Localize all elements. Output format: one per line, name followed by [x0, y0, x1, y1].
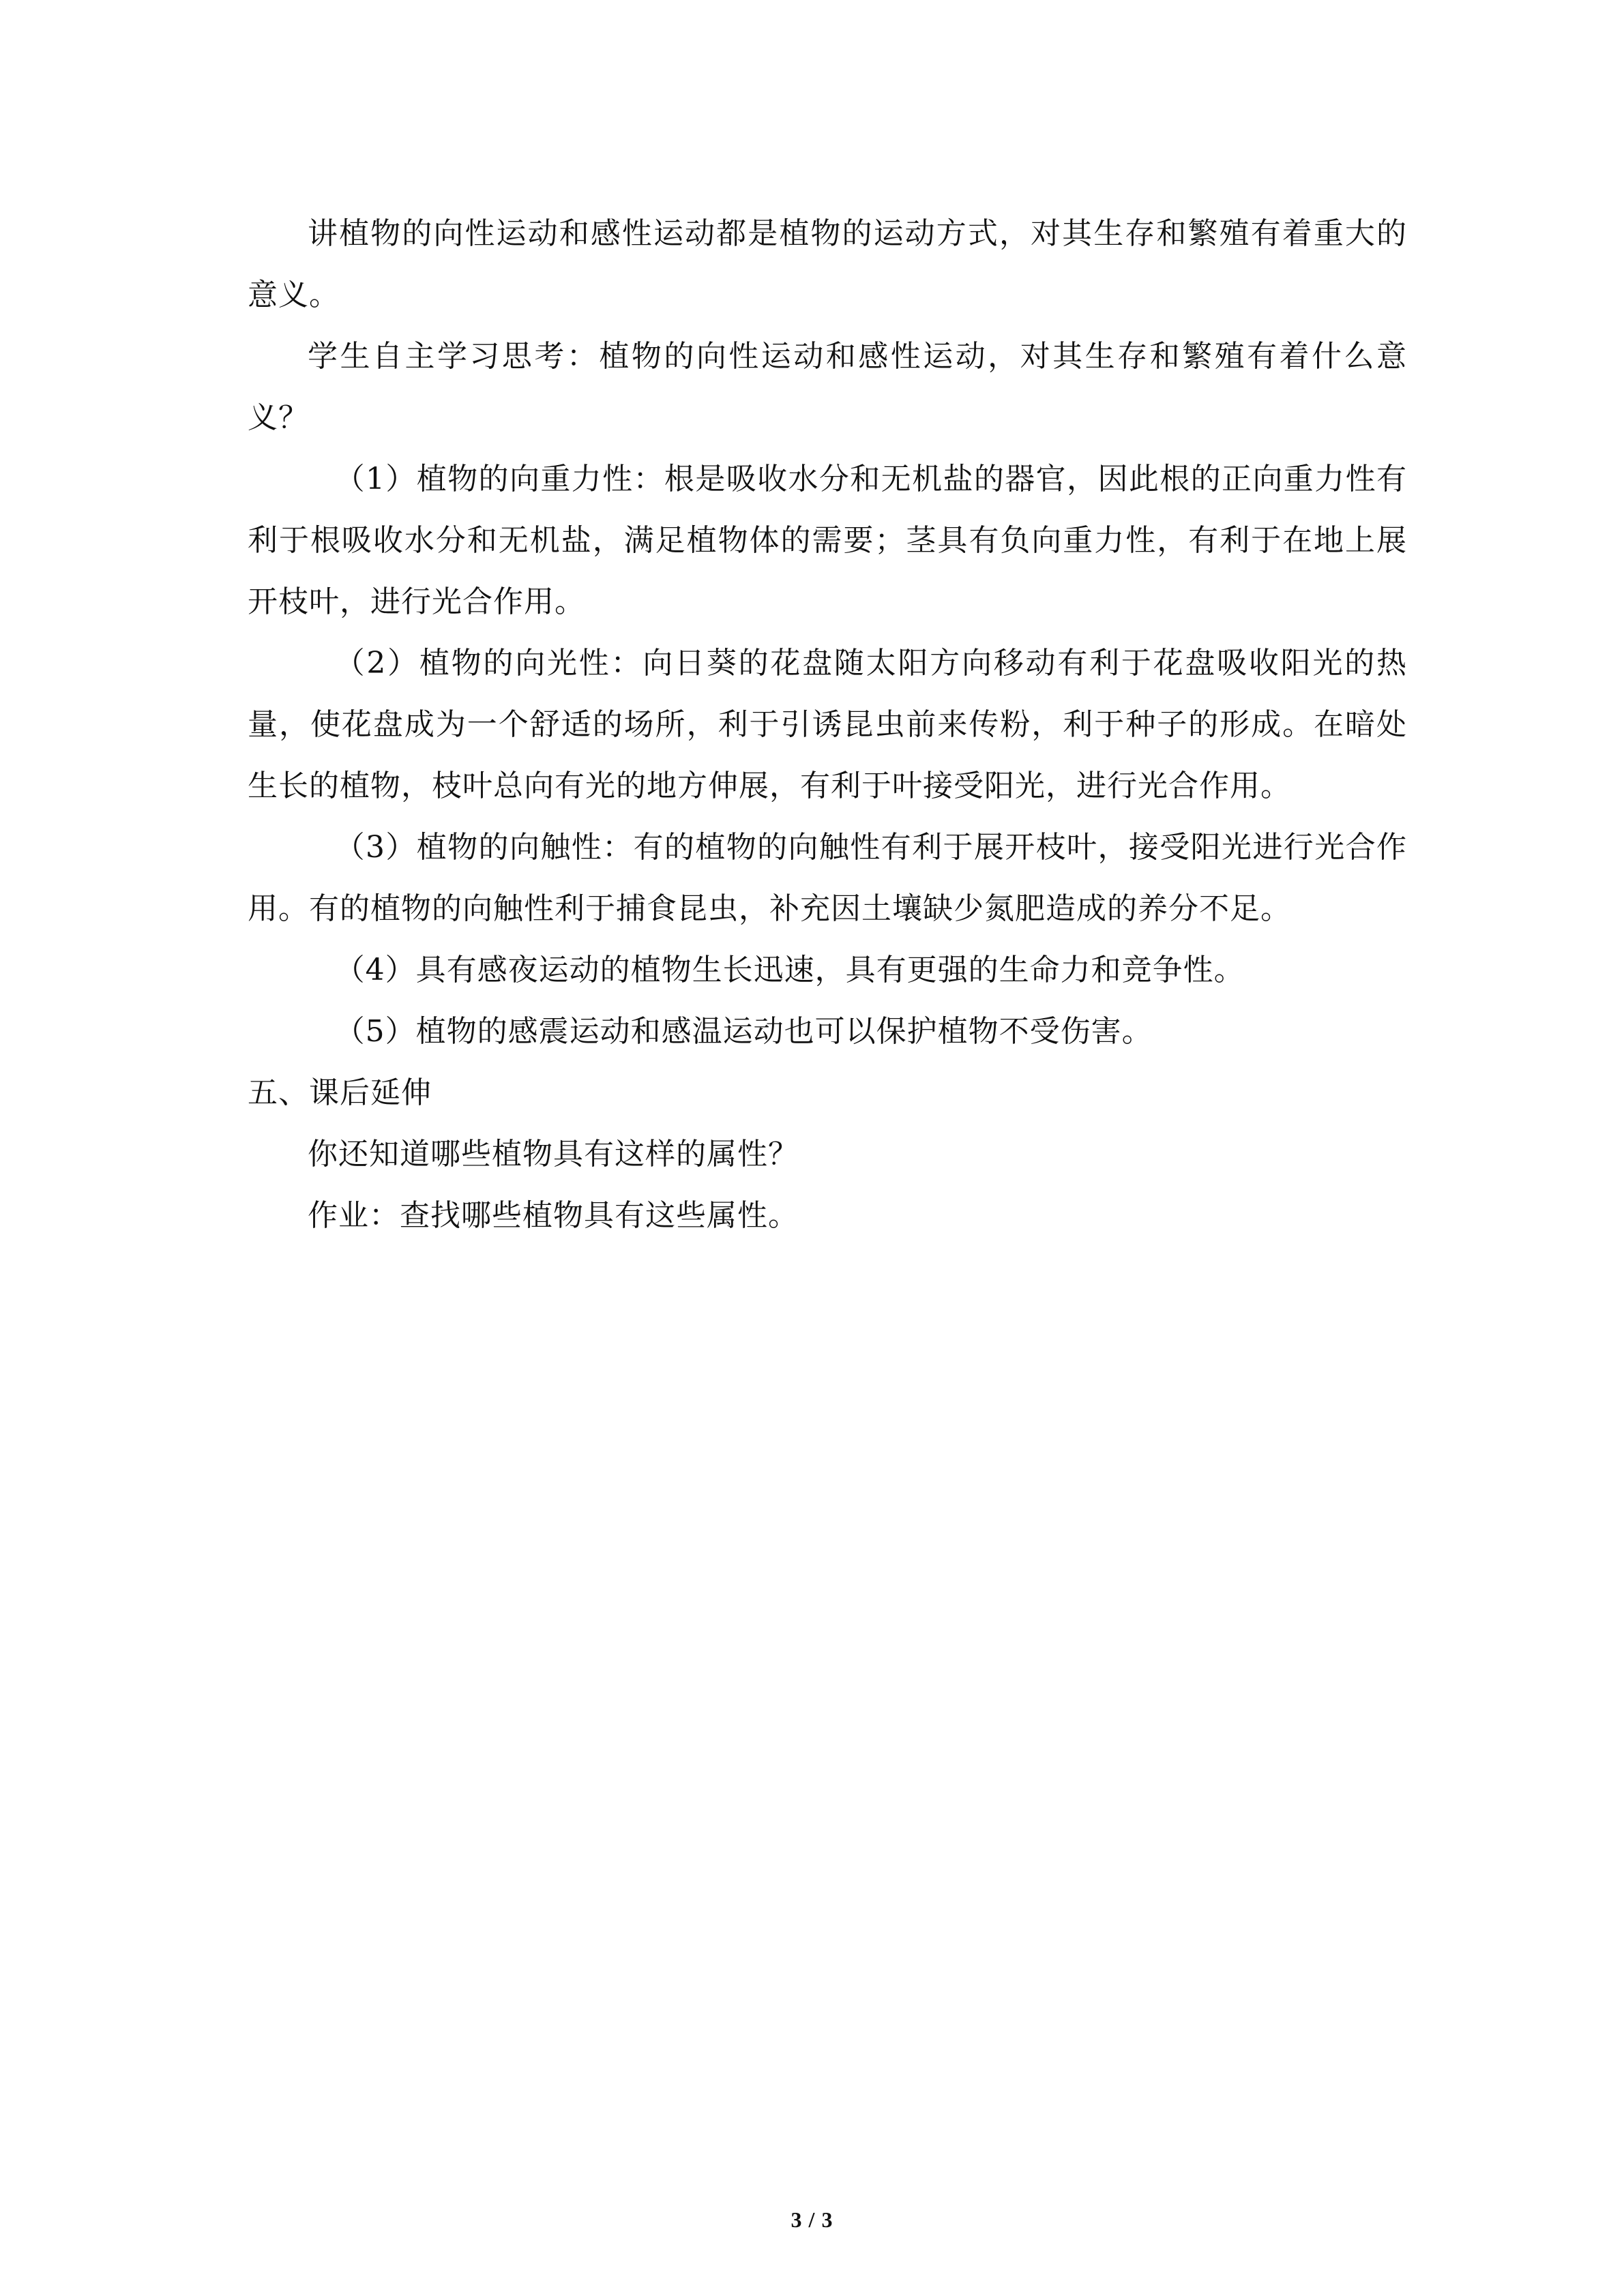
paragraph-student-question: 学生自主学习思考：植物的向性运动和感性运动，对其生存和繁殖有着什么意义？ [248, 339, 1407, 435]
paragraph-lecture-summary: 讲植物的向性运动和感性运动都是植物的运动方式，对其生存和繁殖有着重大的意义。 [248, 216, 1407, 312]
paragraph-thigmotropism: （3）植物的向触性：有的植物的向触性有利于展开枝叶，接受阳光进行光合作用。有的植物的向触性利于捕食昆虫，补充因土壤缺少氮肥造成的养分不足。 [248, 830, 1407, 926]
paragraph-homework: 作业：查找哪些植物具有这些属性。 [308, 1198, 799, 1233]
paragraph-extension-question: 你还知道哪些植物具有这样的属性？ [308, 1137, 799, 1172]
document-body [248, 203, 1407, 1247]
paragraph-gravitropism: （1）植物的向重力性：根是吸收水分和无机盐的器官，因此根的正向重力性有利于根吸收水分和无机盐，满足植物体的需要；茎具有负向重力性，有利于在地上展开枝叶，进行光合作用。 [248, 462, 1407, 619]
paragraph-nyctinasty: （4）具有感夜运动的植物生长迅速，具有更强的生命力和竞争性。 [334, 953, 1245, 987]
page-number: 3 / 3 [791, 2207, 833, 2232]
section-heading-extension: 五、课后延伸 [248, 1075, 432, 1110]
paragraph-seismonasty-thermonasty: （5）植物的感震运动和感温运动也可以保护植物不受伤害。 [334, 1014, 1153, 1049]
paragraph-phototropism: （2）植物的向光性：向日葵的花盘随太阳方向移动有利于花盘吸收阳光的热量，使花盘成为一个舒适的场所，利于引诱昆虫前来传粉，利于种子的形成。在暗处生长的植物，枝叶总向有光的地方伸展，有利于叶接受阳光，进行光合作用。 [248, 646, 1407, 803]
